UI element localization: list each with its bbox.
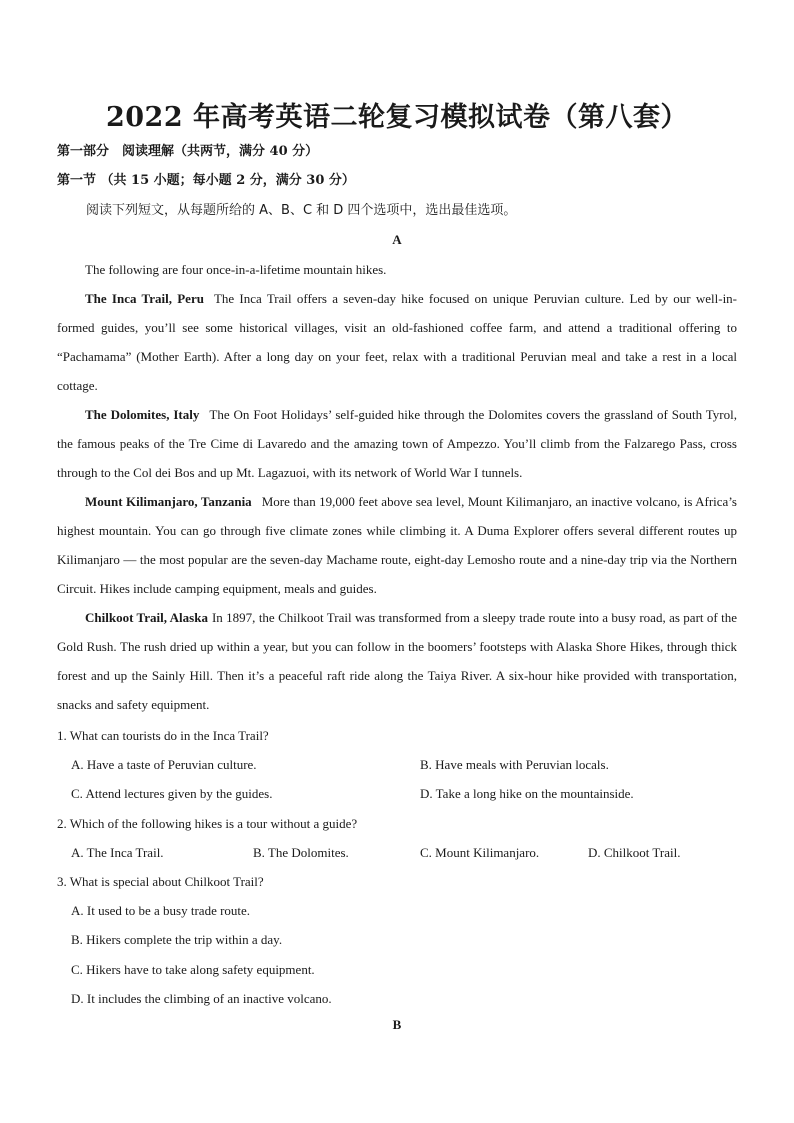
option-d: D. Take a long hike on the mountainside. (420, 786, 634, 802)
hike-text: The Inca Trail offers a seven-day hike focused on unique Peruvian culture. Led by our well-in-formed guides, you’ll see some historical villages, visit an old-fashioned coffee farm, and attend a traditional offering to “Pachamama” (Mother Earth). After a long day on your feet, relax with a traditional Peruvian meal and take a rest in a local cottage. (57, 291, 738, 393)
question-stem: 2. Which of the following hikes is a tour without a guide? (57, 815, 358, 831)
page-title: 2022 年高考英语二轮复习模拟试卷（第八套） (105, 102, 689, 133)
option-c: C. Attend lectures given by the guides. (71, 786, 273, 802)
option-d: D. It includes the climbing of an inactive volcano. (71, 990, 332, 1006)
question-stem: 1. What can tourists do in the Inca Trail? (57, 728, 269, 743)
option-row (57, 984, 737, 1013)
option-a: A. Have a taste of Peruvian culture. (71, 757, 257, 773)
option-b: B. Hikers complete the trip within a day. (71, 932, 283, 948)
hike-name: Mount Kilimanjaro, Tanzania (85, 494, 252, 509)
question-list (57, 721, 737, 1013)
option-row (57, 750, 737, 779)
option-a: A. The Inca Trail. (71, 844, 164, 860)
hike-text: More than 19,000 feet above sea level, Mount Kilimanjaro, an inactive volcano, is Africa’s highest mountain. You can go through five climate zones while climbing it. A Duma Explorer offers several different routes up Kilimanjaro — the most popular are the seven-day Machame route, eight-day Lemosho route and a nine-day trip via the Northern Circuit. Hikes include camping equipment, meals and guides. (57, 494, 737, 596)
passage-intro: The following are four once-in-a-lifetime mountain hikes. (85, 262, 387, 277)
part-heading: 第一部分 阅读理解（共两节，满分 40 分） (57, 144, 319, 159)
reading-passage (57, 255, 737, 719)
section-heading: 第一节 （共 15 小题；每小题 2 分，满分 30 分） (57, 173, 355, 188)
instructions: 阅读下列短文，从每题所给的 A、B、C 和 D 四个选项中，选出最佳选项。 (86, 203, 517, 218)
option-c: C. Mount Kilimanjaro. (420, 844, 540, 860)
option-b: B. The Dolomites. (253, 844, 349, 860)
option-b: B. Have meals with Peruvian locals. (420, 757, 609, 773)
option-row (57, 955, 737, 984)
hike-paragraph (57, 284, 737, 400)
hike-name: The Dolomites, Italy (85, 407, 200, 422)
option-c: C. Hikers have to take along safety equipment. (71, 961, 315, 977)
hike-name: Chilkoot Trail, Alaska (85, 610, 208, 625)
hike-paragraph (57, 603, 737, 719)
option-row (57, 925, 737, 954)
section-label-a: A (392, 232, 402, 247)
option-d: D. Chilkoot Trail. (588, 844, 681, 860)
option-row (57, 838, 737, 867)
hike-paragraph (57, 400, 737, 487)
question-stem: 3. What is special about Chilkoot Trail? (57, 873, 264, 889)
option-a: A. It used to be a busy trade route. (71, 903, 251, 919)
option-row (57, 896, 737, 925)
hike-text: The On Foot Holidays’ self-guided hike through the Dolomites covers the grassland of South Tyrol, the famous peaks of the Tre Cime di Lavaredo and the amazing town of Ampezzo. You’ll climb from the Falzarego Pass, cross through to the Col dei Bos and up Mt. Lagazuoi, with its network of World War I tunnels. (57, 407, 737, 480)
section-label-b: B (392, 1017, 402, 1032)
option-row (57, 779, 737, 808)
hike-paragraph (57, 487, 737, 603)
hike-name: The Inca Trail, Peru (85, 291, 204, 306)
hike-text: In 1897, the Chilkoot Trail was transformed from a sleepy trade route into a busy road, as part of the Gold Rush. The rush dried up within a year, but you can follow in the boomers’ footsteps with Alaska Shore Hikes, through thick forest and up the Sainly Hill. Then it’s a peaceful raft ride along the Taiya River. A six-hour hike provided with transportation, snacks and safety equipment. (57, 610, 737, 712)
